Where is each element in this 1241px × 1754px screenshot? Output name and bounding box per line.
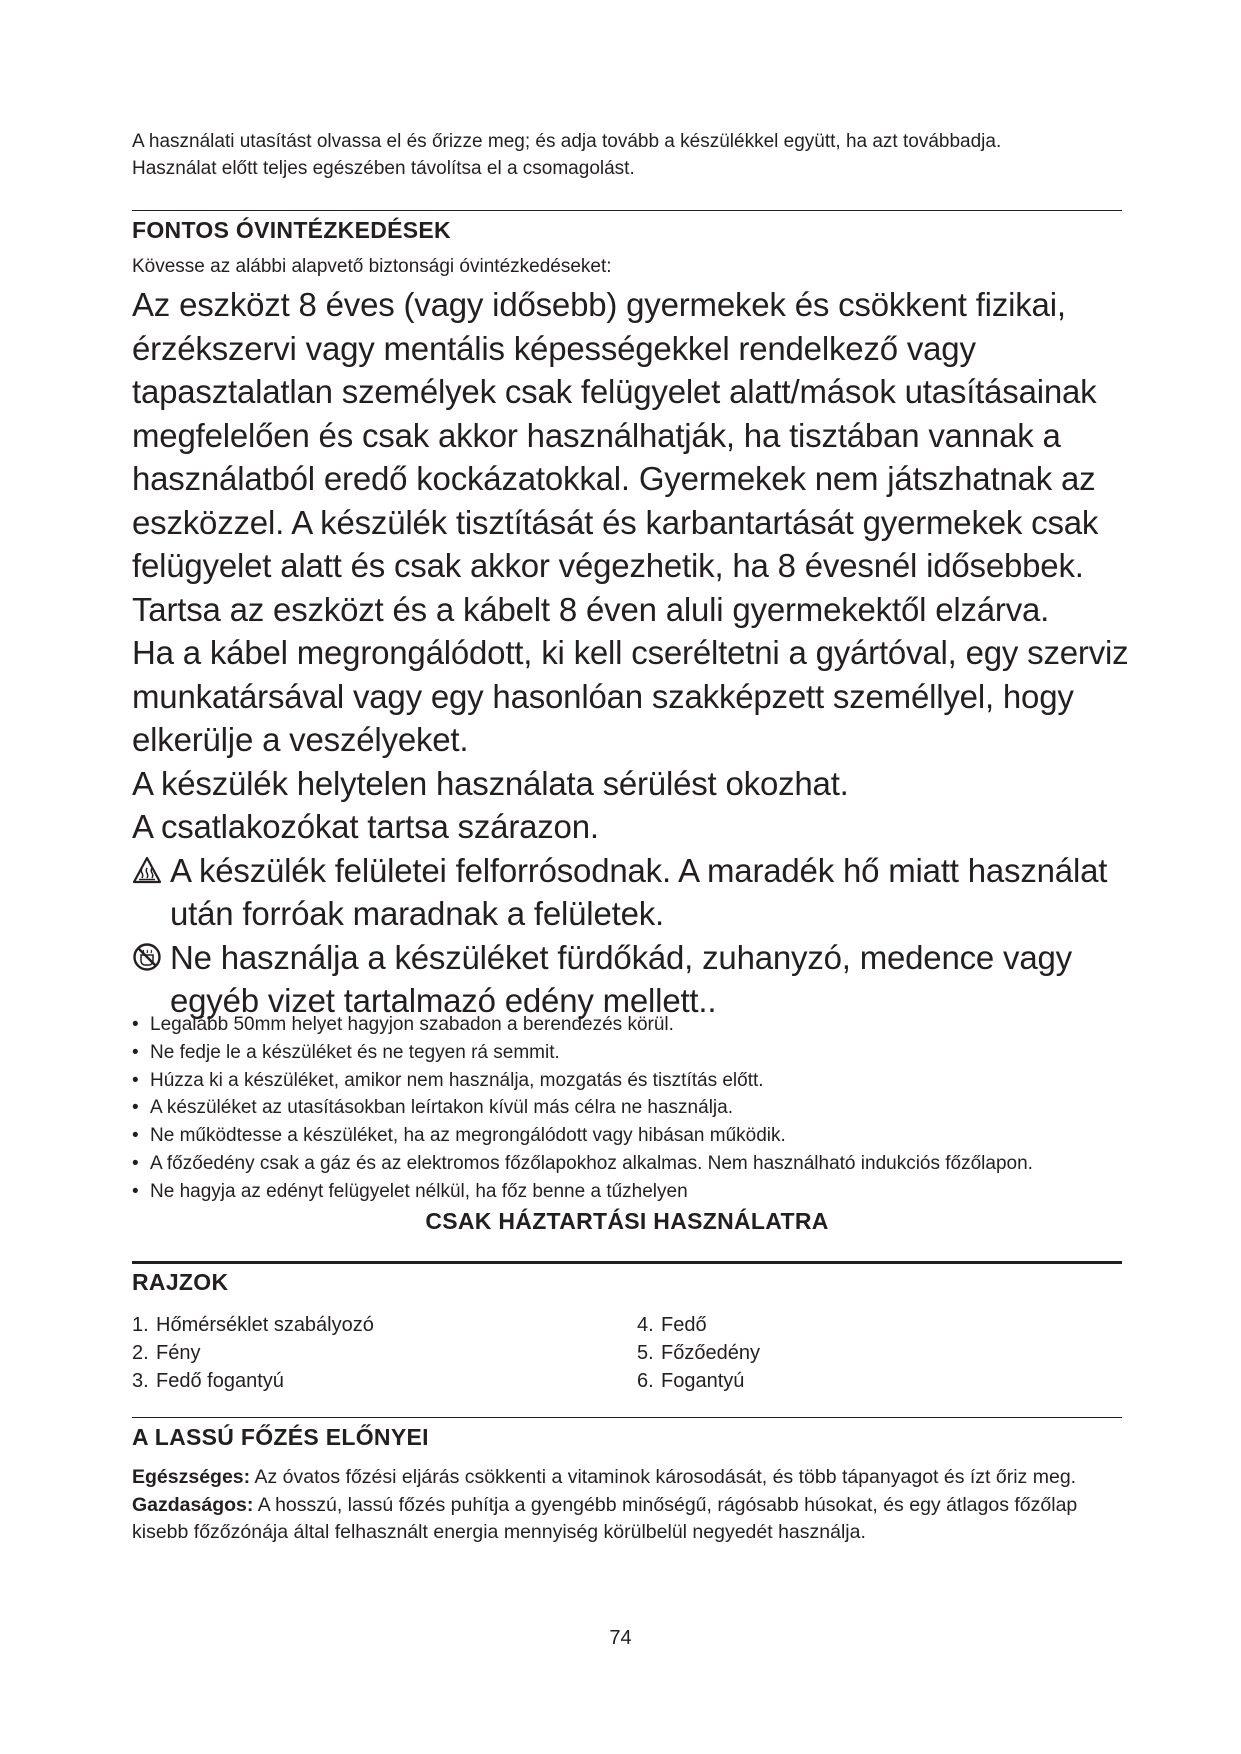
page-number: 74	[609, 1627, 632, 1649]
part-label: Főzőedény	[661, 1342, 760, 1364]
water-warning	[132, 936, 1142, 1023]
household-only-heading: CSAK HÁZTARTÁSI HASZNÁLATRA	[425, 1208, 829, 1234]
bullet-text: Legalább 50mm helyet hagyjon szabadon a berendezés körül.	[150, 1014, 674, 1035]
part-item	[132, 1367, 374, 1395]
bullet-item	[132, 1122, 1132, 1150]
bullet-item	[132, 1178, 1132, 1206]
bullet-icon: •	[132, 1097, 139, 1119]
no-water-icon	[132, 936, 170, 979]
bullet-icon: •	[132, 1125, 139, 1147]
part-number: 5.	[637, 1342, 654, 1364]
part-item	[637, 1311, 760, 1339]
bullet-text: Húzza ki a készüléket, amikor nem használja, mozgatás és tisztítás előtt.	[150, 1069, 764, 1091]
part-item	[637, 1339, 760, 1367]
safety-paragraph-cable: Ha a kábel megrongálódott, ki kell cseréltetni a gyártóval, egy szerviz munkatársával vagy egy hasonlóan szakképzett személlyel, hogy elkerülje a veszélyeket.	[132, 634, 1129, 758]
safety-main-text	[132, 283, 1142, 1023]
bullet-item	[132, 1039, 1132, 1067]
drawings-heading: RAJZOK	[132, 1269, 229, 1295]
hot-surface-warning-text: A készülék felületei felforrósodnak. A maradék hő miatt használat után forróak maradnak a felületek.	[170, 851, 1108, 932]
benefit-economy	[132, 1492, 1122, 1547]
part-number: 6.	[637, 1370, 654, 1392]
intro-line-1: A használati utasítást olvassa el és őrizze meg; és adja tovább a készülékkel együtt, ha azt továbbadja.	[132, 131, 1002, 152]
section-divider	[132, 1261, 1122, 1264]
part-number: 4.	[637, 1314, 654, 1336]
safety-subheading: Kövesse az alábbi alapvető biztonsági óvintézkedéseket:	[132, 256, 612, 277]
bullet-icon: •	[132, 1069, 139, 1091]
water-warning-text: Ne használja a készüléket fürdőkád, zuhanyzó, medence vagy egyéb vizet tartalmazó edény mellett..	[170, 938, 1072, 1019]
benefit-health	[132, 1464, 1122, 1492]
benefits-text	[132, 1464, 1122, 1547]
hot-surface-warning-icon	[132, 849, 170, 892]
part-number: 3.	[132, 1370, 149, 1392]
part-label: Fedő	[661, 1314, 707, 1336]
part-item	[132, 1339, 374, 1367]
part-label: Fogantyú	[661, 1370, 745, 1392]
bullet-text: Ne hagyja az edényt felügyelet nélkül, ha főz benne a tűzhelyen	[150, 1180, 688, 1202]
bullet-item	[132, 1011, 1132, 1039]
safety-bullet-list	[132, 1011, 1132, 1206]
section-divider	[132, 1417, 1122, 1418]
parts-list-left	[132, 1311, 374, 1395]
bullet-item	[132, 1094, 1132, 1122]
bullet-icon: •	[132, 1014, 139, 1035]
safety-paragraph-dry: A csatlakozókat tartsa szárazon.	[132, 808, 599, 845]
hot-surface-warning	[132, 849, 1142, 936]
bullet-icon: •	[132, 1152, 139, 1174]
bullet-icon: •	[132, 1180, 139, 1202]
benefit-health-text: Az óvatos főzési eljárás csökkenti a vitaminok károsodását, és több tápanyagot és ízt őriz meg.	[250, 1466, 1077, 1488]
intro-line-2: Használat előtt teljes egészében távolítsa el a csomagolást.	[132, 158, 635, 179]
part-number: 2.	[132, 1342, 149, 1364]
bullet-icon: •	[132, 1041, 139, 1063]
bullet-item	[132, 1150, 1132, 1178]
part-label: Hőmérséklet szabályozó	[156, 1314, 374, 1336]
bullet-text: A főzőedény csak a gáz és az elektromos főzőlapokhoz alkalmas. Nem használható indukciós főzőlapon.	[150, 1152, 1033, 1174]
part-number: 1.	[132, 1314, 149, 1336]
safety-heading: FONTOS ÓVINTÉZKEDÉSEK	[132, 217, 451, 243]
safety-paragraph-misuse: A készülék helytelen használata sérülést okozhat.	[132, 764, 849, 802]
part-label: Fedő fogantyú	[156, 1370, 284, 1392]
safety-paragraph-children: Az eszközt 8 éves (vagy idősebb) gyermekek és csökkent fizikai, érzékszervi vagy mentális képességekkel rendelkező vagy tapasztalatlan személyek csak felügyelet alatt/mások utasításainak megfelelően és csak akkor használhatják, ha tisztában vannak a használatból eredő kockázatokkal. Gyermekek nem játszhatnak az eszközzel. A készülék tisztítását és karbantartását gyermekek csak felügyelet alatt és csak akkor végezhetik, ha 8 évesnél idősebbek. Tartsa az eszközt és a kábelt 8 éven aluli gyermekektől elzárva.	[132, 286, 1099, 628]
benefit-health-label: Egészséges:	[132, 1466, 251, 1488]
parts-list-right	[637, 1311, 760, 1395]
bullet-text: Ne fedje le a készüléket és ne tegyen rá semmit.	[150, 1041, 560, 1063]
part-item	[132, 1311, 374, 1339]
part-label: Fény	[156, 1342, 201, 1364]
benefit-economy-label: Gazdaságos:	[132, 1493, 254, 1516]
benefits-heading: A LASSÚ FŐZÉS ELŐNYEI	[132, 1424, 429, 1450]
bullet-item	[132, 1067, 1132, 1095]
part-item	[637, 1367, 760, 1395]
bullet-text: A készüléket az utasításokban leírtakon kívül más célra ne használja.	[150, 1097, 733, 1119]
intro-text	[132, 128, 1122, 182]
section-divider	[132, 210, 1122, 211]
benefit-economy-text: A hosszú, lassú főzés puhítja a gyengébb minőségű, rágósabb húsokat, és egy átlagos főzőlap kisebb főzőzónája által felhasznált energia mennyiség körülbelül negyedét használja.	[132, 1493, 1078, 1543]
bullet-text: Ne működtesse a készüléket, ha az megrongálódott vagy hibásan működik.	[150, 1125, 786, 1147]
